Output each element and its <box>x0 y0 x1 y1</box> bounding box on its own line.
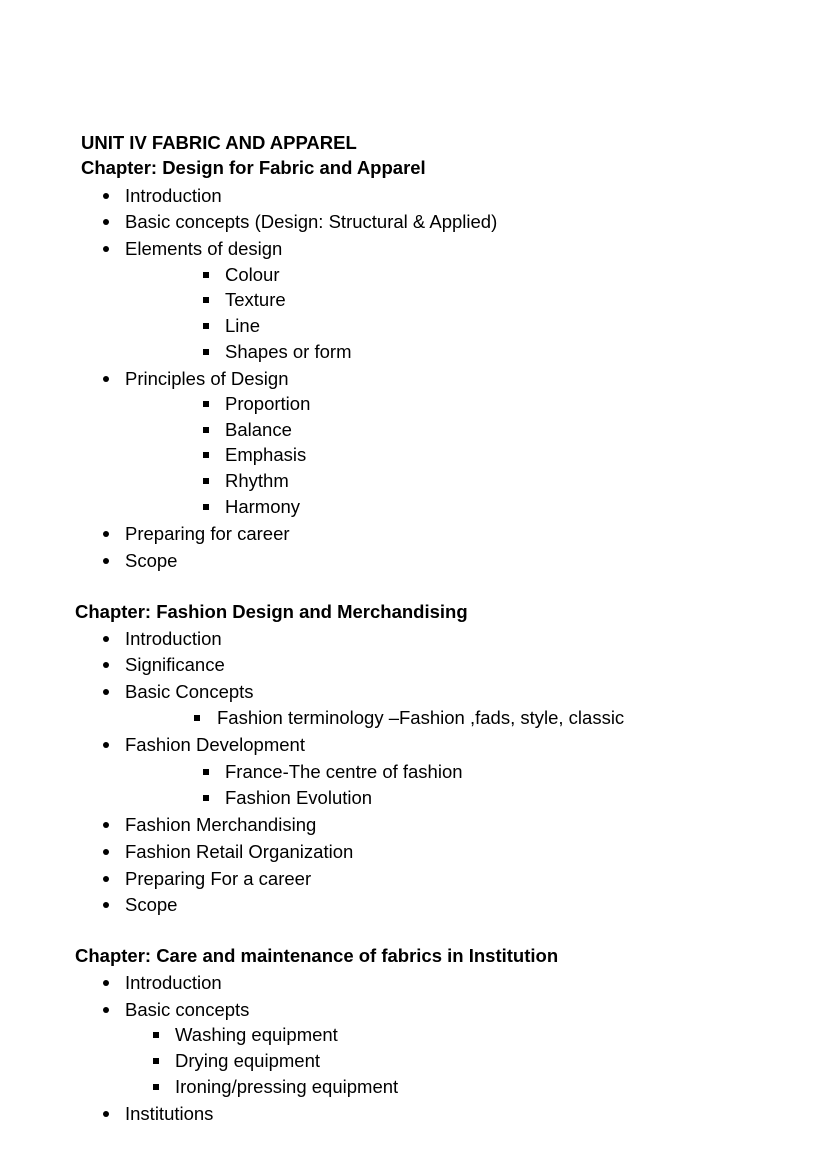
square-bullet-icon <box>203 478 209 484</box>
bullet-icon <box>103 662 109 668</box>
bullet-icon <box>103 636 109 642</box>
list-item: Basic concepts <box>125 999 250 1020</box>
list-item: Fashion Retail Organization <box>125 841 354 862</box>
list-item: Basic Concepts <box>125 681 254 702</box>
square-bullet-icon <box>153 1084 159 1090</box>
list-item: Significance <box>125 654 225 675</box>
sub-list-item: Proportion <box>225 393 311 414</box>
sub-list-item: Harmony <box>225 496 301 517</box>
bullet-icon <box>103 1007 109 1013</box>
list-item: Scope <box>125 894 178 915</box>
sub-list-item: Shapes or form <box>225 341 352 362</box>
sub-list-item: Emphasis <box>225 444 307 465</box>
square-bullet-icon <box>194 715 200 721</box>
square-bullet-icon <box>203 297 209 303</box>
list-item: Introduction <box>125 185 222 206</box>
bullet-icon <box>103 689 109 695</box>
list-item: Basic concepts (Design: Structural & Applied) <box>125 211 498 232</box>
list-item: Institutions <box>125 1103 214 1124</box>
sub-list-item: Balance <box>225 419 292 440</box>
unit-title: UNIT IV FABRIC AND APPAREL <box>81 132 357 153</box>
sub-list-item: Texture <box>225 289 286 310</box>
bullet-icon <box>103 246 109 252</box>
bullet-icon <box>103 980 109 986</box>
sub-list-item: France-The centre of fashion <box>225 761 463 782</box>
list-item: Fashion Merchandising <box>125 814 317 835</box>
square-bullet-icon <box>203 401 209 407</box>
bullet-icon <box>103 376 109 382</box>
list-item: Preparing for career <box>125 523 290 544</box>
list-item: Introduction <box>125 628 222 649</box>
bullet-icon <box>103 531 109 537</box>
sub-list-item: Colour <box>225 264 280 285</box>
sub-list-item: Drying equipment <box>175 1050 320 1071</box>
square-bullet-icon <box>203 323 209 329</box>
bullet-icon <box>103 558 109 564</box>
bullet-icon <box>103 902 109 908</box>
square-bullet-icon <box>153 1032 159 1038</box>
square-bullet-icon <box>203 349 209 355</box>
sub-list-item: Washing equipment <box>175 1024 338 1045</box>
square-bullet-icon <box>203 452 209 458</box>
list-item: Elements of design <box>125 238 283 259</box>
bullet-icon <box>103 193 109 199</box>
chapter3-title: Chapter: Care and maintenance of fabrics in Institution <box>75 945 559 966</box>
chapter2-title: Chapter: Fashion Design and Merchandising <box>75 601 468 622</box>
square-bullet-icon <box>203 795 209 801</box>
list-item: Principles of Design <box>125 368 289 389</box>
square-bullet-icon <box>203 272 209 278</box>
sub-list-item: Fashion terminology –Fashion ,fads, style, classic <box>217 707 625 728</box>
chapter1-title: Chapter: Design for Fabric and Apparel <box>81 157 426 178</box>
square-bullet-icon <box>153 1058 159 1064</box>
sub-list-item: Line <box>225 315 260 336</box>
sub-list-item: Fashion Evolution <box>225 787 373 808</box>
list-item: Preparing For a career <box>125 868 312 889</box>
sub-list-item: Ironing/pressing equipment <box>175 1076 399 1097</box>
bullet-icon <box>103 1111 109 1117</box>
square-bullet-icon <box>203 769 209 775</box>
bullet-icon <box>103 876 109 882</box>
bullet-icon <box>103 822 109 828</box>
list-item: Introduction <box>125 972 222 993</box>
square-bullet-icon <box>203 504 209 510</box>
list-item: Fashion Development <box>125 734 305 755</box>
bullet-icon <box>103 219 109 225</box>
square-bullet-icon <box>203 427 209 433</box>
list-item: Scope <box>125 550 178 571</box>
bullet-icon <box>103 742 109 748</box>
bullet-icon <box>103 849 109 855</box>
sub-list-item: Rhythm <box>225 470 289 491</box>
